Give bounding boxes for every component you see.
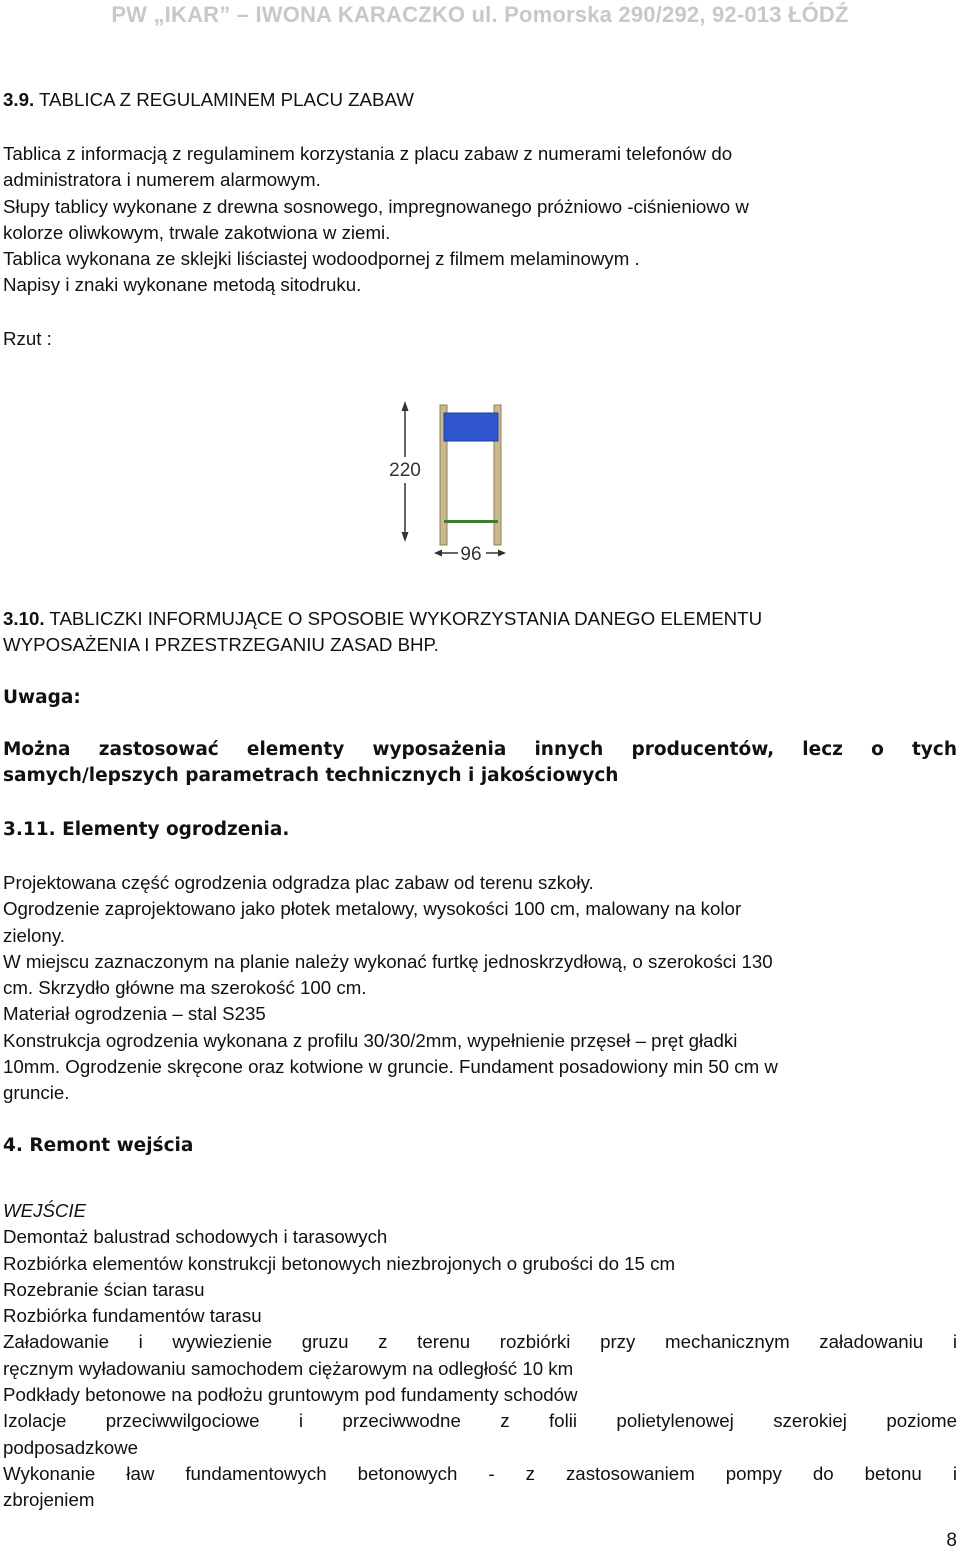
note-body <box>3 737 957 790</box>
work-item: Załadowanie i wywiezienie gruzu z terenu rozbiórki przy mechanicznym załadowaniu i <box>3 1331 957 1353</box>
work-item: Rozebranie ścian tarasu <box>3 1278 205 1300</box>
body-line: Słupy tablicy wykonane z drewna sosnowego, impregnowanego próżniowo -ciśnieniowo w <box>3 195 749 217</box>
body-line: gruncie. <box>3 1082 70 1104</box>
body-line: Projektowana część ogrodzenia odgradza plac zabaw od terenu szkoły. <box>3 872 594 893</box>
work-item: Wykonanie ław fundamentowych betonowych - z zastosowaniem pompy do betonu i <box>3 1462 957 1484</box>
work-item: Izolacje przeciwwilgociowe i przeciwwodne z folii polietylenowej szerokiej poziome <box>3 1410 957 1432</box>
work-item-continuation: podposadzkowe <box>3 1436 139 1458</box>
section-4-subtitle: WEJŚCIE <box>3 1200 87 1221</box>
work-item: Rozbiórka fundamentów tarasu <box>3 1305 262 1327</box>
note-label: Uwaga: <box>3 687 81 708</box>
body-line: kolorze oliwkowym, trwale zakotwiona w ziemi. <box>3 221 391 243</box>
section-3-11-heading: 3.11. Elementy ogrodzenia. <box>3 819 290 840</box>
body-line: cm. Skrzydło główne ma szerokość 100 cm. <box>3 977 367 999</box>
body-line: Ogrodzenie zaprojektowano jako płotek metalowy, wysokości 100 cm, malowany na kolor <box>3 898 742 920</box>
body-line: 10mm. Ogrodzenie skręcone oraz kotwione w gruncie. Fundament posadowiony min 50 cm w <box>3 1056 778 1078</box>
section-3-11-body <box>3 870 957 1107</box>
height-dimension-arrow-bottom <box>402 532 409 542</box>
body-line: Tablica wykonana ze sklejki liściastej wodoodpornej z filmem melaminowym . <box>3 248 640 270</box>
board-elevation-drawing <box>380 395 520 575</box>
body-line: zielony. <box>3 924 65 946</box>
work-item-continuation: ręcznym wyładowaniu samochodem ciężarowym na odległość 10 km <box>3 1357 574 1379</box>
section-3-10-title-line1: TABLICZKI INFORMUJĄCE O SPOSOBIE WYKORZYSTANIA DANEGO ELEMENTU <box>44 608 763 629</box>
body-line: administratora i numerem alarmowym. <box>3 169 321 191</box>
section-4-body <box>3 1198 957 1514</box>
width-dimension-arrow-right <box>498 550 506 557</box>
section-3-10-heading <box>3 606 957 659</box>
body-line: Napisy i znaki wykonane metodą sitodruku. <box>3 274 362 296</box>
note-line: Można zastosować elementy wyposażenia innych producentów, lecz o tych <box>3 739 957 760</box>
width-dimension-arrow-left <box>434 550 442 557</box>
height-dimension-arrow-top <box>402 401 409 411</box>
lower-crossbar <box>444 520 498 523</box>
body-line: W miejscu zaznaczonym na planie należy wykonać furtkę jednoskrzydłową, o szerokości 130 <box>3 950 773 972</box>
section-3-9-heading <box>3 87 957 113</box>
section-3-9-title: TABLICA Z REGULAMINEM PLACU ZABAW <box>34 89 414 110</box>
section-3-9-number: 3.9. <box>3 89 35 110</box>
body-line: Materiał ogrodzenia – stal S235 <box>3 1003 266 1025</box>
section-3-10-number: 3.10. <box>3 608 45 629</box>
board-elevation-figure <box>380 395 520 575</box>
body-line: Konstrukcja ogrodzenia wykonana z profilu 30/30/2mm, wypełnienie przęseł – pręt gładki <box>3 1029 738 1051</box>
height-label: 220 <box>389 460 421 481</box>
work-item: Podkłady betonowe na podłożu gruntowym pod fundamenty schodów <box>3 1384 578 1406</box>
page-header: PW „IKAR” – IWONA KARACZKO ul. Pomorska 290/292, 92-013 ŁÓDŹ <box>111 2 849 27</box>
width-label: 96 <box>460 544 482 565</box>
information-board <box>444 413 498 441</box>
body-line: Tablica z informacją z regulaminem korzystania z placu zabaw z numerami telefonów do <box>3 143 733 164</box>
note-line: samych/lepszych parametrach technicznych i jakościowych <box>3 765 619 787</box>
section-3-9-body <box>3 141 957 299</box>
page-number: 8 <box>946 1530 957 1551</box>
work-item: Rozbiórka elementów konstrukcji betonowych niezbrojonych o grubości do 15 cm <box>3 1252 676 1274</box>
work-item-continuation: zbrojeniem <box>3 1489 95 1511</box>
work-item: Demontaż balustrad schodowych i tarasowych <box>3 1226 388 1248</box>
section-4-heading: 4. Remont wejścia <box>3 1135 194 1156</box>
section-3-10-title-line2: WYPOSAŻENIA I PRZESTRZEGANIU ZASAD BHP. <box>3 634 439 656</box>
rzut-label: Rzut : <box>3 328 52 349</box>
